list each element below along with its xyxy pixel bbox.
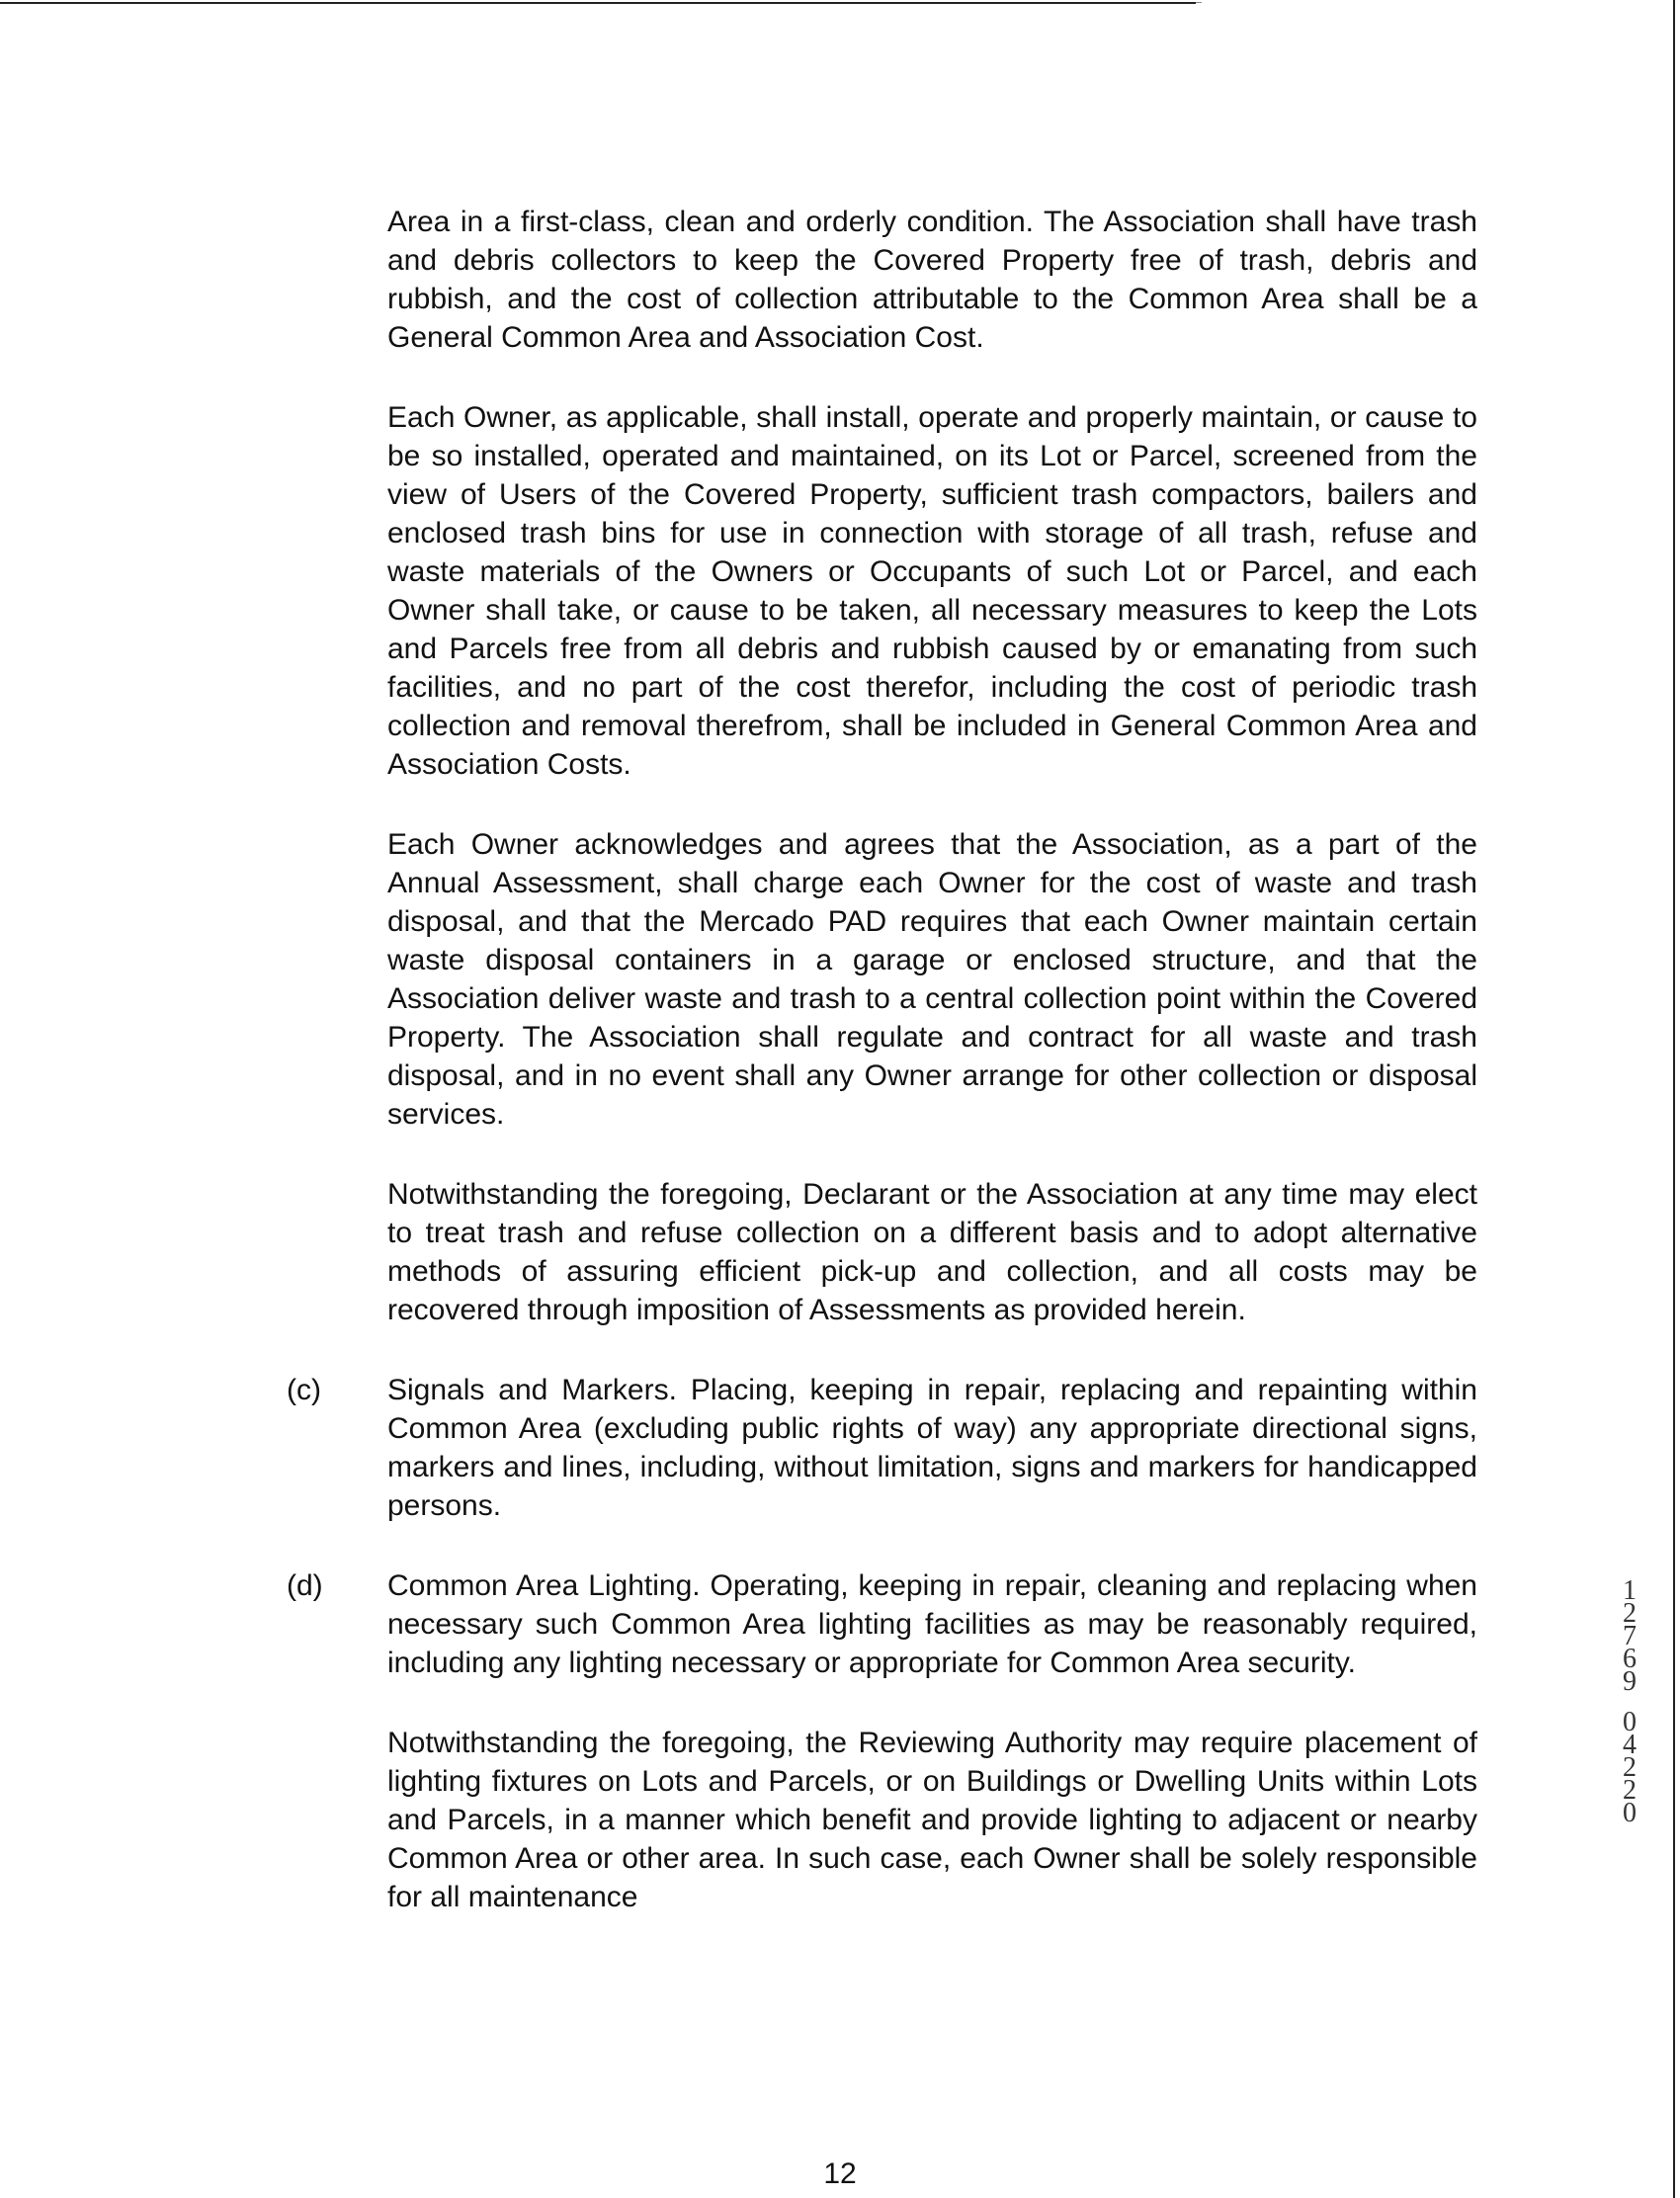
top-scan-rule-faint bbox=[1196, 2, 1202, 3]
document-body bbox=[287, 203, 1477, 1958]
item-d-common-area-lighting bbox=[287, 1566, 1477, 1682]
item-c-signals-markers bbox=[287, 1371, 1477, 1525]
item-c-letter: (c) bbox=[287, 1374, 321, 1406]
top-scan-rule bbox=[0, 2, 1196, 4]
recording-stamp bbox=[1618, 1575, 1641, 1828]
recording-stamp-top: 12769 bbox=[1623, 1575, 1637, 1697]
item-c-text: Signals and Markers. Placing, keeping in repair, replacing and repainting within Common Area (excluding public rights of way) any appropriate directional signs, markers and lines, including, without limitation, signs and markers for handicapped persons. bbox=[387, 1374, 1477, 1522]
paragraph-alternative-collection: Notwithstanding the foregoing, Declarant or the Association at any time may elect to treat trash and refuse collection on a different basis and to adopt alternative methods of assuring efficient pick-up and collection, and all costs may be recovered through imposition of Assessments as provided herein. bbox=[387, 1178, 1477, 1326]
right-scan-edge bbox=[1673, 0, 1675, 2198]
paragraph-waste-disposal-assessment: Each Owner acknowledges and agrees that the Association, as a part of the Annual Assessment, shall charge each Owner for the cost of waste and trash disposal, and that the Mercado PAD requires that each Owner maintain certain waste disposal containers in a garage or enclosed structure, and that the Association deliver waste and trash to a central collection point within the Covered Property. The Association shall regulate and contract for all waste and trash disposal, and in no event shall any Owner arrange for other collection or disposal services. bbox=[387, 828, 1477, 1131]
recording-stamp-bottom: 04220 bbox=[1623, 1707, 1637, 1828]
paragraph-owner-trash-facilities: Each Owner, as applicable, shall install, operate and properly maintain, or cause to be so installed, operated and maintained, on its Lot or Parcel, screened from the view of Users of the Covered Property, sufficient trash compactors, bailers and enclosed trash bins for use in connection with storage of all trash, refuse and waste materials of the Owners or Occupants of such Lot or Parcel, and each Owner shall take, or cause to be taken, all necessary measures to keep the Lots and Parcels free from all debris and rubbish caused by or emanating from such facilities, and no part of the cost therefor, including the cost of periodic trash collection and removal therefrom, shall be included in General Common Area and Association Costs. bbox=[387, 401, 1477, 781]
paragraph-trash-collectors: Area in a first-class, clean and orderly condition. The Association shall have trash and debris collectors to keep the Covered Property free of trash, debris and rubbish, and the cost of collection attributable to the Common Area shall be a General Common Area and Association Cost. bbox=[387, 206, 1477, 354]
item-d-text: Common Area Lighting. Operating, keeping in repair, cleaning and replacing when necessary such Common Area lighting facilities as may be reasonably required, including any lighting necessary or appropriate for Common Area security. bbox=[387, 1569, 1477, 1679]
page-number: 12 bbox=[823, 2157, 857, 2184]
paragraph-lighting-fixtures: Notwithstanding the foregoing, the Reviewing Authority may require placement of lighting fixtures on Lots and Parcels, or on Buildings or Dwelling Units within Lots and Parcels, in a manner which benefit and provide lighting to adjacent or nearby Common Area or other area. In such case, each Owner shall be solely responsible for all maintenance bbox=[387, 1727, 1477, 1913]
item-d-letter: (d) bbox=[287, 1569, 323, 1602]
